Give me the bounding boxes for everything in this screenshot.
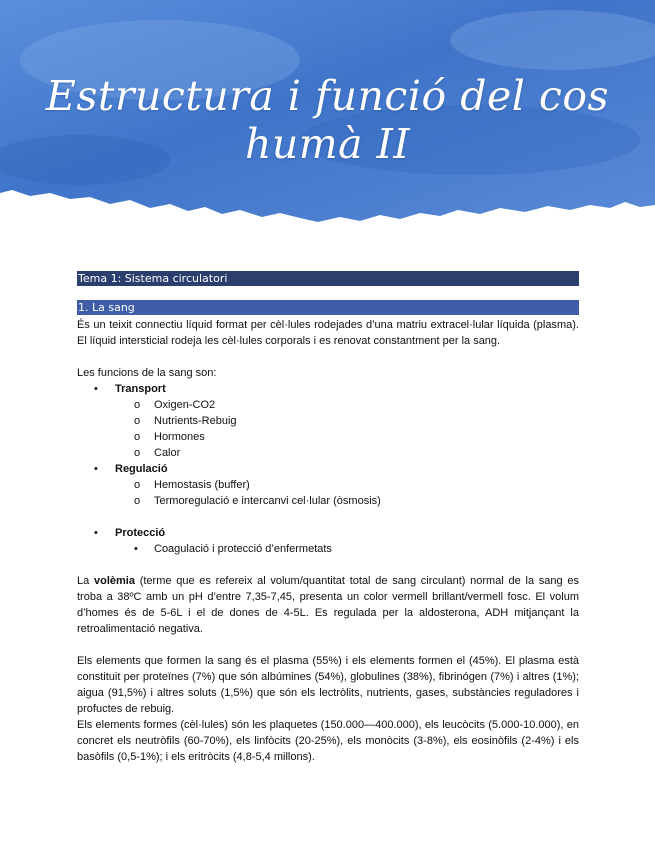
function-transport: • Transport [77, 381, 579, 397]
list-item: o Nutrients-Rebuig [77, 413, 579, 429]
document-title: Estructura i funció del cos humà II [45, 72, 610, 168]
list-item: o Termoregulació e intercanvi cel·lular (òsmosis) [77, 493, 579, 509]
volemia-paragraph [77, 573, 579, 637]
list-item: o Hormones [77, 429, 579, 445]
document-body [77, 317, 579, 765]
topic-header: Tema 1: Sistema circulatori [77, 271, 579, 286]
list-item: • Coagulació i protecció d’enfermetats [77, 541, 579, 557]
plasma-paragraph: Els elements que formen la sang és el plasma (55%) i els elements formen el (45%). El plasma està constituit per proteïnes (7%) que són albúmines (54%), globulines (38%), fibrinógen (7%) i altres (1%); aigua (91,5%) i altres soluts (1,5%) que són els lectròlits, nutrients, gases, substàncies reguladores i profuctes de rebuig. [77, 655, 579, 715]
list-item: o Hemostasis (buffer) [77, 477, 579, 493]
intro-paragraph: És un teixit connectiu líquid format per cèl·lules rodejades d’una matriu extracel·lular líquida (plasma). El líquid intersticial rodeja les cèl·lules corporals i es renovat constantment per la sang. [77, 319, 579, 347]
function-regulacio: • Regulació [77, 461, 579, 477]
volemia-term: volèmia [93, 575, 135, 587]
volemia-pre: La [77, 575, 94, 587]
functions-list [77, 381, 579, 509]
functions-list-protection [77, 525, 579, 557]
section-header: 1. La sang [77, 300, 579, 315]
function-proteccio: • Protecció [77, 525, 579, 541]
list-item: o Calor [77, 445, 579, 461]
volemia-post: (terme que es refereix al volum/quantitat total de sang circulant) normal de la sang es troba a 38ºC amb un pH d’entre 7,35-7,45, presenta un color vermell brillant/vermell fosc. El volum d’homes és de 5-6L i el de dones de 4-5L. Es regulada per la aldosterona, ADH mitjançant la retroalimentació negativa. [77, 575, 580, 635]
functions-intro: Les funcions de la sang son: [77, 367, 217, 379]
list-item: o Oxigen-CO2 [77, 397, 579, 413]
elements-paragraph: Els elements formes (cèl·lules) són les plaquetes (150.000—400.000), els leucòcits (5.000-10.000), en concret els neutròfils (60-70%), els linfòcits (20-25%), els monòcits (3-8%), els eosinòfils (2-4%) i els basòfils (0,5-1%); i els eritròcits (4,8-5,4 millons). [77, 719, 579, 763]
